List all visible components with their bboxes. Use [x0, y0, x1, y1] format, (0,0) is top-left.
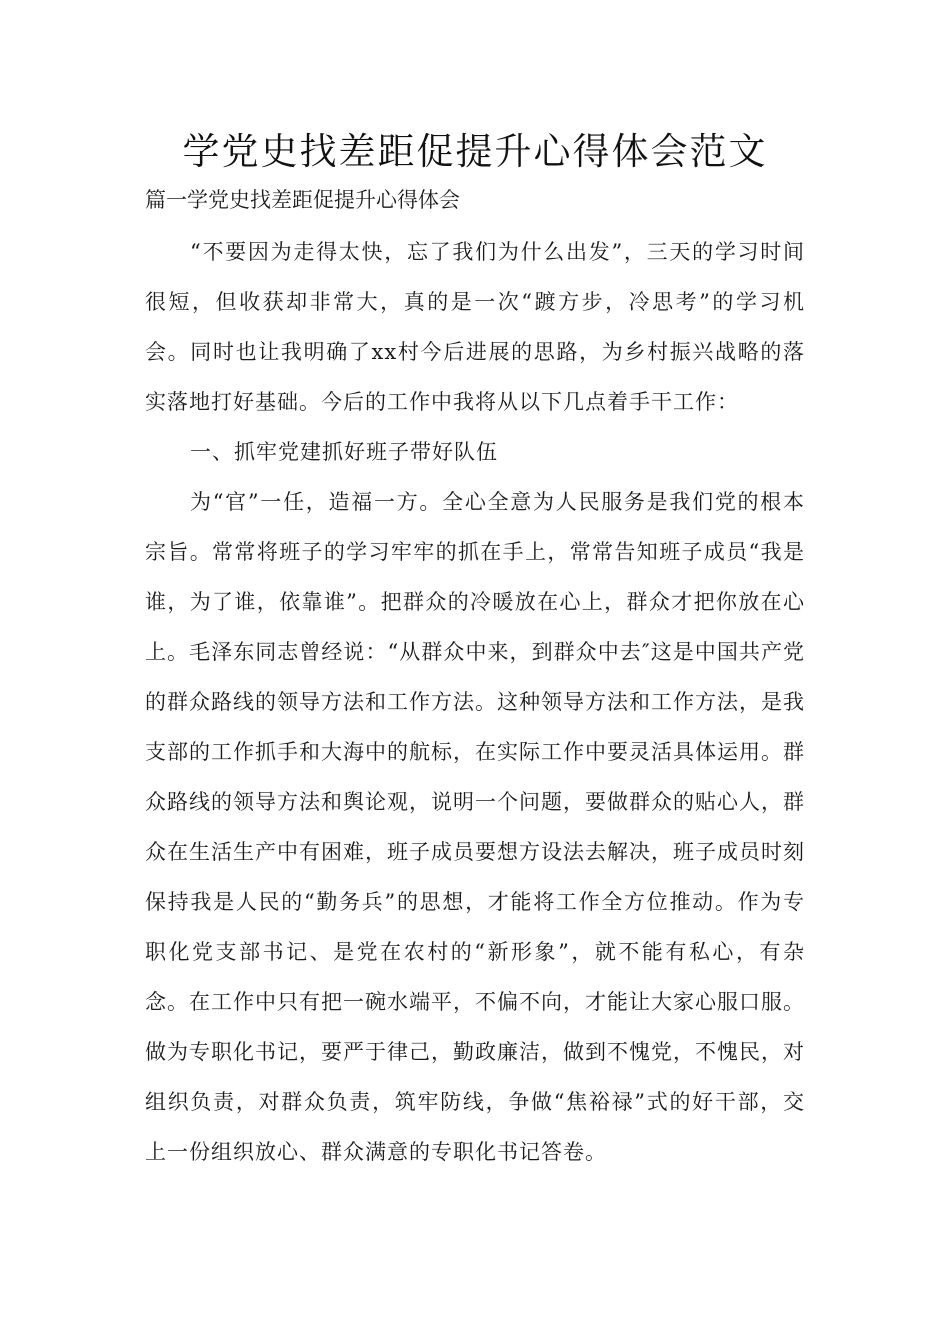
- paragraph-intro: “不要因为走得太快，忘了我们为什么出发”，三天的学习时间很短，但收获却非常大，真的是一次“踱方步，冷思考”的学习机会。同时也让我明确了xx村今后进展的思路，为乡村振兴战略的落实落地打好基础。今后的工作中我将从以下几点着手干工作：: [145, 240, 805, 414]
- paragraph-section-body: 为“官”一任，造福一方。全心全意为人民服务是我们党的根本宗旨。常常将班子的学习牢牢的抓在手上，常常告知班子成员“我是谁，为了谁，依靠谁”。把群众的冷暖放在心上，群众才把你放在心上。毛泽东同志曾经说：“从群众中来，到群众中去″这是中国共产党的群众路线的领导方法和工作方法。这种领导方法和工作方法，是我支部的工作抓手和大海中的航标，在实际工作中要灵活具体运用。群众路线的领导方法和舆论观，说明一个问题，要做群众的贴心人，群众在生活生产中有困难，班子成员要想方设法去解决，班子成员时刻保持我是人民的“勤务兵”的思想，才能将工作全方位推动。作为专职化党支部书记、是党在农村的“新形象”，就不能有私心，有杂念。在工作中只有把一碗水端平，不偏不向，才能让大家心服口服。做为专职化书记，要严于律己，勤政廉洁，做到不愧党，不愧民，对组织负责，对群众负责，筑牢防线，争做“焦裕禄”式的好干部，交上一份组织放心、群众满意的专职化书记答卷。: [145, 490, 805, 1164]
- section-heading: 一、抓牢党建抓好班子带好队伍: [190, 440, 498, 464]
- document-subtitle: 篇一学党史找差距促提升心得体会: [145, 188, 460, 212]
- document-title: 学党史找差距促提升心得体会范文: [182, 130, 768, 173]
